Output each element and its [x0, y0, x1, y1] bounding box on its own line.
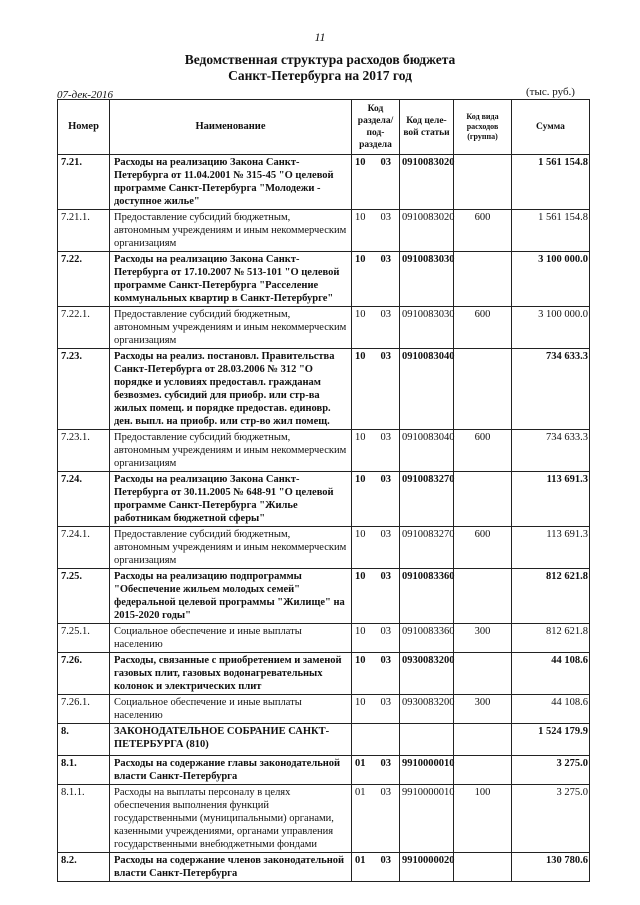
header-section-code: Код раздела/ под- раздела: [352, 100, 400, 155]
row-name: Предоставление субсидий бюджетным, автономным учреждениям и иным некоммерческим организациям: [110, 210, 352, 252]
row-name: Предоставление субсидий бюджетным, автономным учреждениям и иным некоммерческим организациям: [110, 527, 352, 569]
row-number: 7.22.1.: [58, 307, 110, 349]
row-expense-group: 600: [454, 307, 512, 349]
header-name: Наименование: [110, 100, 352, 155]
section-code: 01: [355, 855, 366, 866]
row-number: 7.23.1.: [58, 430, 110, 472]
row-number: 8.1.1.: [58, 785, 110, 853]
row-sum: 734 633.3: [512, 430, 590, 472]
row-target-code: 0910083360: [400, 569, 454, 624]
table-row: [58, 724, 590, 756]
section-code: 10: [355, 697, 366, 708]
section-code: 10: [355, 474, 366, 485]
subsection-code: 03: [380, 571, 391, 582]
table-row: [58, 756, 590, 785]
row-number: 7.26.1.: [58, 695, 110, 724]
row-expense-group: 300: [454, 695, 512, 724]
row-expense-group: [454, 756, 512, 785]
row-name: Предоставление субсидий бюджетным, автономным учреждениям и иным некоммерческим организациям: [110, 430, 352, 472]
row-target-code: 0910083030: [400, 307, 454, 349]
row-sum: 1 561 154.8: [512, 155, 590, 210]
table-row: [58, 252, 590, 307]
row-section-code: [352, 155, 400, 210]
row-name: Социальное обеспечение и иные выплаты населению: [110, 624, 352, 653]
section-code: 10: [355, 571, 366, 582]
row-expense-group: 600: [454, 527, 512, 569]
section-code: 10: [355, 432, 366, 443]
header-row: [58, 100, 590, 155]
row-section-code: [352, 569, 400, 624]
section-code: 01: [355, 758, 366, 769]
subsection-code: 03: [380, 855, 391, 866]
row-expense-group: 100: [454, 785, 512, 853]
table-row: [58, 349, 590, 430]
row-name: Предоставление субсидий бюджетным, автономным учреждениям и иным некоммерческим организациям: [110, 307, 352, 349]
table-row: [58, 307, 590, 349]
row-section-code: [352, 252, 400, 307]
row-target-code: 0910083360: [400, 624, 454, 653]
row-target-code: 0910083270: [400, 472, 454, 527]
row-target-code: 0930083200: [400, 653, 454, 695]
table-row: [58, 624, 590, 653]
row-number: 7.25.1.: [58, 624, 110, 653]
section-code: 01: [355, 787, 366, 798]
subsection-code: 03: [380, 474, 391, 485]
row-section-code: [352, 430, 400, 472]
budget-table: [57, 99, 590, 882]
row-number: 7.21.: [58, 155, 110, 210]
row-name: ЗАКОНОДАТЕЛЬНОЕ СОБРАНИЕ САНКТ-ПЕТЕРБУРГА (810): [110, 724, 352, 756]
row-name: Расходы на содержание членов законодательной власти Санкт-Петербурга: [110, 853, 352, 882]
row-target-code: 0910083040: [400, 349, 454, 430]
row-sum: 113 691.3: [512, 527, 590, 569]
row-sum: 3 100 000.0: [512, 252, 590, 307]
row-number: 7.25.: [58, 569, 110, 624]
section-code: 10: [355, 212, 366, 223]
row-name: Социальное обеспечение и иные выплаты населению: [110, 695, 352, 724]
document-title: [0, 52, 640, 84]
row-section-code: [352, 307, 400, 349]
row-section-code: [352, 695, 400, 724]
row-sum: 1 524 179.9: [512, 724, 590, 756]
subsection-code: 03: [380, 157, 391, 168]
table-row: [58, 472, 590, 527]
section-code: 10: [355, 309, 366, 320]
row-sum: 3 100 000.0: [512, 307, 590, 349]
row-target-code: 0910083030: [400, 252, 454, 307]
row-sum: 44 108.6: [512, 653, 590, 695]
page-number: 11: [314, 30, 326, 44]
row-number: 8.: [58, 724, 110, 756]
table-row: [58, 569, 590, 624]
row-section-code: [352, 724, 400, 756]
row-target-code: 9910000010: [400, 756, 454, 785]
subsection-code: 03: [380, 351, 391, 362]
row-sum: 44 108.6: [512, 695, 590, 724]
row-sum: 812 621.8: [512, 569, 590, 624]
row-section-code: [352, 853, 400, 882]
row-expense-group: [454, 252, 512, 307]
row-target-code: 9910000010: [400, 785, 454, 853]
row-target-code: 0910083270: [400, 527, 454, 569]
subsection-code: 03: [380, 758, 391, 769]
row-sum: 3 275.0: [512, 785, 590, 853]
row-section-code: [352, 653, 400, 695]
row-section-code: [352, 785, 400, 853]
row-expense-group: [454, 853, 512, 882]
header-sum: Сумма: [512, 100, 590, 155]
row-sum: 734 633.3: [512, 349, 590, 430]
header-target-code: Код целе- вой статьи: [400, 100, 454, 155]
header-number: Номер: [58, 100, 110, 155]
row-name: Расходы на реализ. постановл. Правительства Санкт-Петербурга от 28.03.2006 № 312 "О порядке и условиях предоставл. гражданам безвозмез. субсидий для приобр. или стр-ва жилых помещ. и порядке предостав. единовр. ден. выпл. на приобр. или стр-во жил помещ.: [110, 349, 352, 430]
row-expense-group: 600: [454, 430, 512, 472]
row-section-code: [352, 624, 400, 653]
row-expense-group: [454, 569, 512, 624]
subsection-code: 03: [380, 697, 391, 708]
row-section-code: [352, 472, 400, 527]
row-expense-group: [454, 155, 512, 210]
table-row: [58, 527, 590, 569]
table-row: [58, 695, 590, 724]
row-number: 7.23.: [58, 349, 110, 430]
row-number: 8.1.: [58, 756, 110, 785]
title-line-2: Санкт-Петербурга на 2017 год: [228, 68, 412, 83]
row-expense-group: [454, 472, 512, 527]
row-sum: 1 561 154.8: [512, 210, 590, 252]
row-section-code: [352, 210, 400, 252]
table-row: [58, 155, 590, 210]
table-row: [58, 653, 590, 695]
row-name: Расходы на реализацию подпрограммы "Обеспечение жильем молодых семей" федеральной целевой программы "Жилище" на 2015-2020 годы": [110, 569, 352, 624]
row-section-code: [352, 349, 400, 430]
table-row: [58, 430, 590, 472]
subsection-code: 03: [380, 254, 391, 265]
row-number: 7.21.1.: [58, 210, 110, 252]
row-section-code: [352, 527, 400, 569]
table-row: [58, 785, 590, 853]
subsection-code: 03: [380, 787, 391, 798]
subsection-code: 03: [380, 432, 391, 443]
section-code: 10: [355, 655, 366, 666]
row-section-code: [352, 756, 400, 785]
row-sum: 130 780.6: [512, 853, 590, 882]
row-name: Расходы на содержание главы законодательной власти Санкт-Петербурга: [110, 756, 352, 785]
section-code: 10: [355, 351, 366, 362]
row-number: 7.24.: [58, 472, 110, 527]
header-expense-group: Код вида расходов (группа): [454, 100, 512, 155]
section-code: 10: [355, 254, 366, 265]
row-name: Расходы на реализацию Закона Санкт-Петербурга от 11.04.2001 № 315-45 "О целевой программе Санкт-Петербурга "Молодежи - доступное жилье": [110, 155, 352, 210]
report-date: 07-дек-2016: [57, 89, 114, 101]
subsection-code: 03: [380, 212, 391, 223]
row-sum: 3 275.0: [512, 756, 590, 785]
row-sum: 113 691.3: [512, 472, 590, 527]
row-target-code: 0910083020: [400, 210, 454, 252]
row-number: 7.22.: [58, 252, 110, 307]
subsection-code: 03: [380, 309, 391, 320]
row-expense-group: 600: [454, 210, 512, 252]
row-target-code: 0930083200: [400, 695, 454, 724]
row-expense-group: [454, 724, 512, 756]
table-row: [58, 853, 590, 882]
row-name: Расходы на реализацию Закона Санкт-Петербурга от 30.11.2005 № 648-91 "О целевой программе Санкт-Петербурга "Жилье работникам бюджетной сферы": [110, 472, 352, 527]
subsection-code: 03: [380, 655, 391, 666]
row-expense-group: [454, 349, 512, 430]
section-code: 10: [355, 529, 366, 540]
row-target-code: 0910083020: [400, 155, 454, 210]
row-expense-group: [454, 653, 512, 695]
section-code: 10: [355, 626, 366, 637]
row-sum: 812 621.8: [512, 624, 590, 653]
row-target-code: 9910000020: [400, 853, 454, 882]
row-name: Расходы на выплаты персоналу в целях обеспечения выполнения функций государственными (муниципальными) органами, казенными учреждениями, органами управления государственными внебюджетными фондами: [110, 785, 352, 853]
subsection-code: 03: [380, 626, 391, 637]
row-name: Расходы на реализацию Закона Санкт-Петербурга от 17.10.2007 № 513-101 "О целевой программе Санкт-Петербурга "Расселение коммунальных квартир в Санкт-Петербурге": [110, 252, 352, 307]
table-row: [58, 210, 590, 252]
row-number: 8.2.: [58, 853, 110, 882]
row-target-code: [400, 724, 454, 756]
row-name: Расходы, связанные с приобретением и заменой газовых плит, газовых водонагревательных колонок и электрических плит: [110, 653, 352, 695]
section-code: 10: [355, 157, 366, 168]
row-number: 7.24.1.: [58, 527, 110, 569]
row-number: 7.26.: [58, 653, 110, 695]
units-label: (тыс. руб.): [526, 86, 575, 98]
row-expense-group: 300: [454, 624, 512, 653]
subsection-code: 03: [380, 529, 391, 540]
title-line-1: Ведомственная структура расходов бюджета: [184, 52, 456, 67]
row-target-code: 0910083040: [400, 430, 454, 472]
